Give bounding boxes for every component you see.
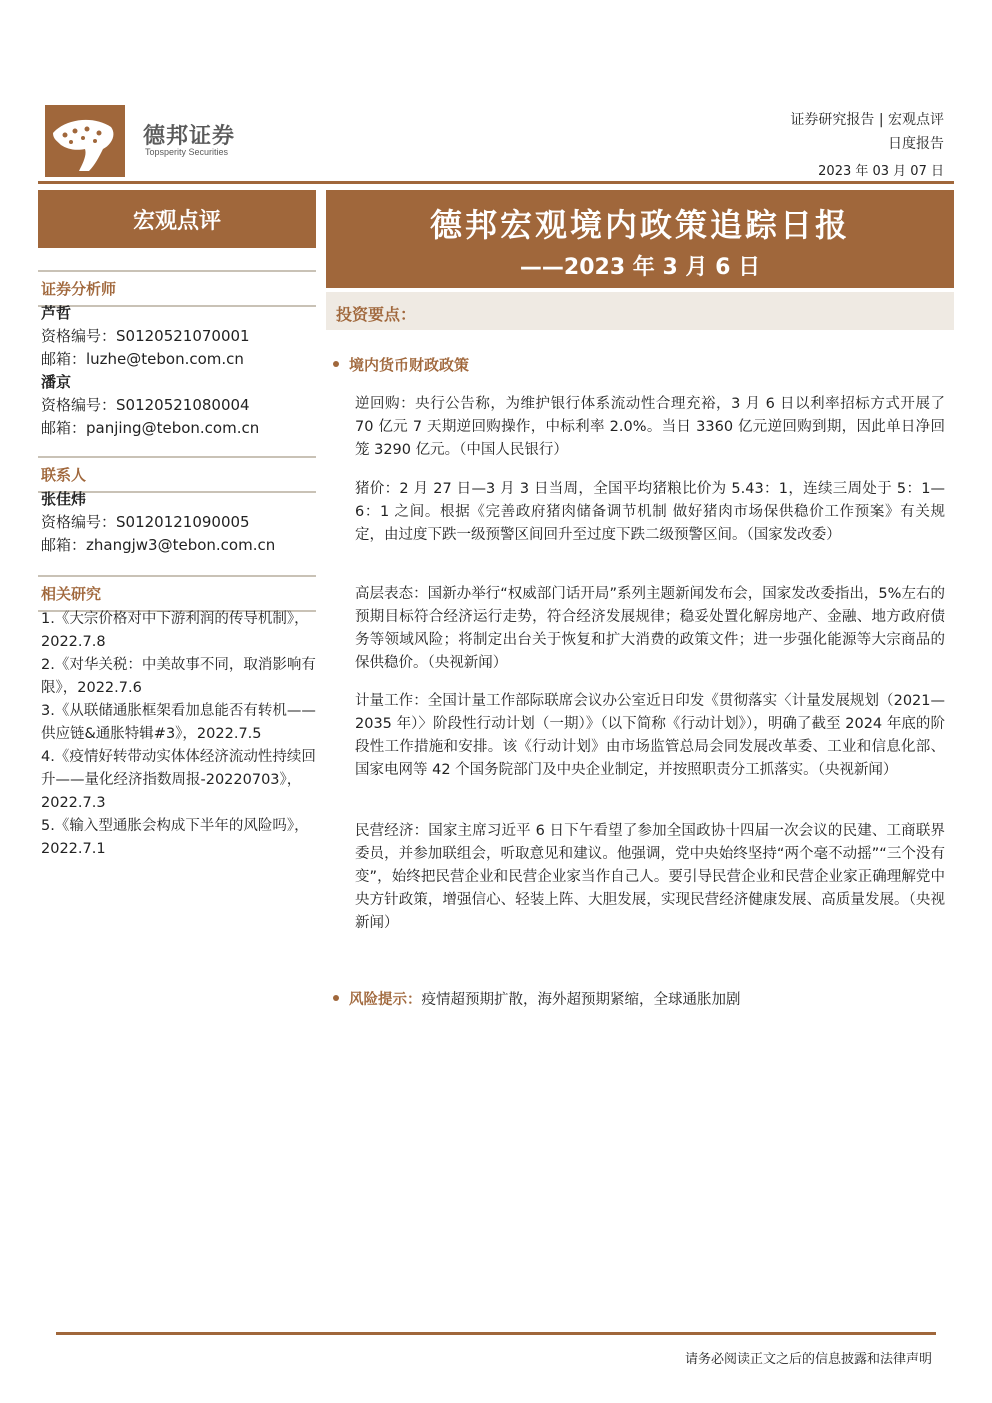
- report-frequency: 日度报告: [888, 136, 944, 152]
- leopard-logo-icon: [45, 105, 125, 177]
- company-logo: [45, 105, 285, 177]
- report-type: 证券研究报告 | 宏观点评: [790, 112, 944, 128]
- analyst-name: 芦哲: [41, 304, 72, 322]
- research-link[interactable]: 1.《大宗价格对中下游利润的传导机制》，2022.7.8: [41, 611, 309, 650]
- research-link[interactable]: 4.《疫情好转带动实体体经济流动性持续回升——量化经济指数周报-20220703》，2022.7.3: [41, 749, 316, 811]
- analyst-cert: 资格编号：S0120521070001: [41, 327, 250, 345]
- risk-warning: [333, 988, 741, 1009]
- bullet-icon: [333, 361, 339, 367]
- related-research-list: [41, 608, 316, 861]
- contact-name: 张佳炜: [41, 490, 87, 508]
- research-link[interactable]: 5.《输入型通胀会构成下半年的风险吗》，2022.7.1: [41, 818, 309, 857]
- paragraph-metrology: 计量工作：全国计量工作部际联席会议办公室近日印发《贯彻落实〈计量发展规划（2021—2035 年）〉阶段性行动计划（一期）》（以下简称《行动计划》），明确了截至 2024 年底的阶段性工作措施和安排。该《行动计划》由市场监管总局会同发展改革委、工业和信息化部、国家电网等 42 个国务院部门及中央企业制定，并按照职责分工抓落实。（央视新闻）: [355, 693, 945, 778]
- analyst-email[interactable]: 邮箱：luzhe@tebon.com.cn: [41, 350, 244, 368]
- paragraph-reverse-repo: 逆回购：央行公告称，为维护银行体系流动性合理充裕，3 月 6 日以利率招标方式开展了 70 亿元 7 天期逆回购操作，中标利率 2.0%。当日 3360 亿元逆回购到期，因此单日净回笼 3290 亿元。（中国人民银行）: [355, 396, 945, 458]
- contact-email[interactable]: 邮箱：zhangjw3@tebon.com.cn: [41, 536, 276, 554]
- analyst-cert: 资格编号：S0120521080004: [41, 396, 250, 414]
- paragraph-official-remarks: 高层表态：国新办举行“权威部门话开局”系列主题新闻发布会，国家发改委指出，5%左右的预期目标符合经济运行走势，符合经济发展规律；稳妥处置化解房地产、金融、地方政府债务等领域风险；将制定出台关于恢复和扩大消费的政策文件；进一步强化能源等大宗商品的保供稳价。（央视新闻）: [355, 586, 945, 671]
- analyst-name: 潘京: [41, 373, 72, 391]
- risk-label: 风险提示：: [349, 992, 422, 1008]
- footer-divider: [56, 1332, 936, 1335]
- report-date: 2023 年 03 月 07 日: [818, 164, 944, 179]
- report-title: 德邦宏观境内政策追踪日报: [429, 206, 850, 244]
- contact-heading: 联系人: [38, 456, 316, 493]
- section-heading: [333, 354, 469, 375]
- footer-disclaimer: 请务必阅读正文之后的信息披露和法律声明: [684, 1352, 932, 1367]
- contact-info: [41, 488, 316, 557]
- category-tag: 宏观点评: [38, 190, 316, 248]
- logo-chinese-name: 德邦证券: [143, 124, 236, 149]
- header-divider: [38, 181, 954, 184]
- risk-text: 疫情超预期扩散，海外超预期紧缩，全球通胀加剧: [421, 992, 741, 1008]
- research-link[interactable]: 2.《对华关税：中美故事不同，取消影响有限》，2022.7.6: [41, 657, 316, 696]
- research-link[interactable]: 3.《从联储通胀框架看加息能否有转机——供应链&通胀特辑#3》，2022.7.5: [41, 703, 316, 742]
- report-subtitle: ——2023 年 3 月 6 日: [519, 255, 761, 280]
- paragraph-pork-price: 猪价：2 月 27 日—3 月 3 日当周，全国平均猪粮比价为 5.43：1，连续三周处于 5：1—6：1 之间。根据《完善政府猪肉储备调节机制 做好猪肉市场保供稳价工作预案》有关规定，由过度下跌一级预警区间回升至过度下跌二级预警区间。（国家发改委）: [355, 481, 945, 543]
- analyst-heading: 证券分析师: [38, 270, 316, 307]
- related-research-heading: 相关研究: [38, 575, 316, 612]
- analyst-list: [41, 302, 316, 440]
- logo-english-name: Topsperity Securities: [145, 147, 229, 157]
- key-points-heading: 投资要点：: [326, 292, 954, 330]
- title-banner: [326, 190, 954, 288]
- section-title: 境内货币财政政策: [349, 356, 470, 374]
- analyst-email[interactable]: 邮箱：panjing@tebon.com.cn: [41, 419, 260, 437]
- bullet-icon: [333, 995, 339, 1001]
- paragraph-private-economy: 民营经济：国家主席习近平 6 日下午看望了参加全国政协十四届一次会议的民建、工商联界委员，并参加联组会，听取意见和建议。他强调，党中央始终坚持“两个毫不动摇”“三个没有变”，始终把民营企业和民营企业家当作自己人。要引导民营企业和民营企业家正确理解党中央方针政策，增强信心、轻装上阵、大胆发展，实现民营经济健康发展、高质量发展。（央视新闻）: [355, 823, 945, 931]
- contact-cert: 资格编号：S0120121090005: [41, 513, 250, 531]
- report-meta: [790, 108, 944, 156]
